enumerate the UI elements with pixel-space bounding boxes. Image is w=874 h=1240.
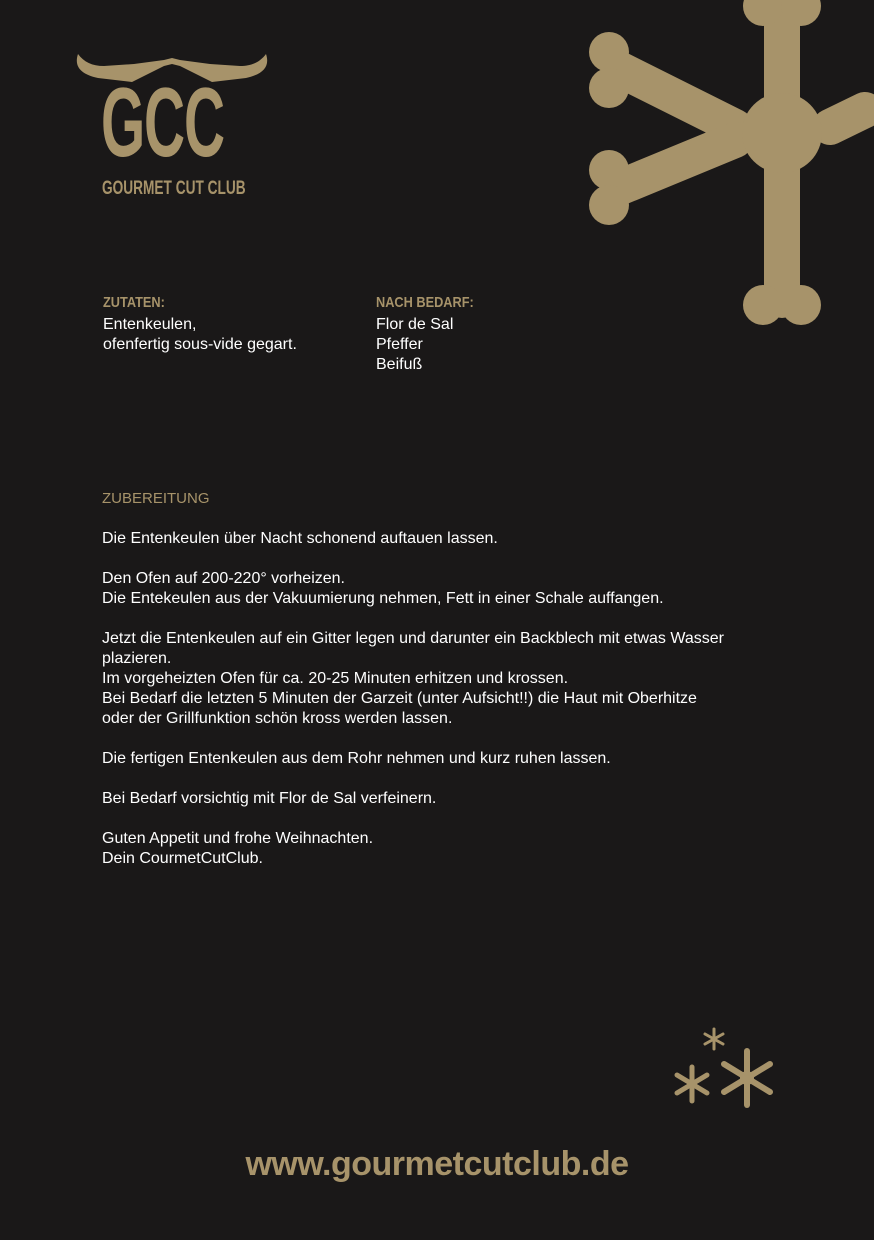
- as-needed-line: Pfeffer: [376, 336, 423, 353]
- preparation-section: [102, 489, 802, 889]
- preparation-paragraph: [102, 829, 802, 869]
- preparation-line: Guten Appetit und frohe Weihnachten.: [102, 830, 374, 847]
- ingredient-line: Entenkeulen,: [103, 316, 197, 333]
- ingredients-section: [103, 294, 297, 355]
- preparation-line: Bei Bedarf die letzten 5 Minuten der Garzeit (unter Aufsicht!!) die Haut mit Oberhitze: [102, 690, 697, 707]
- as-needed-line: Beifuß: [376, 356, 423, 373]
- as-needed-section: [376, 294, 491, 375]
- preparation-line: Im vorgeheizten Ofen für ca. 20-25 Minuten erhitzen und krossen.: [102, 670, 569, 687]
- preparation-line: Dein CourmetCutClub.: [102, 850, 263, 867]
- preparation-line: plazieren.: [102, 650, 172, 667]
- preparation-line: Die fertigen Entenkeulen aus dem Rohr nehmen und kurz ruhen lassen.: [102, 750, 611, 767]
- ingredients-title: ZUTATEN:: [103, 294, 165, 311]
- preparation-paragraph: [102, 629, 802, 729]
- preparation-paragraph: [102, 569, 802, 609]
- preparation-line: Jetzt die Entenkeulen auf ein Gitter legen und darunter ein Backblech mit etwas Wasser: [102, 630, 724, 647]
- as-needed-line: Flor de Sal: [376, 316, 454, 333]
- preparation-title: ZUBEREITUNG: [102, 490, 210, 507]
- ingredient-line: ofenfertig sous-vide gegart.: [103, 336, 297, 353]
- preparation-paragraph: [102, 529, 802, 549]
- logo-letters: GCC: [101, 67, 224, 177]
- preparation-paragraph: [102, 789, 802, 809]
- gcc-logo: [72, 52, 272, 202]
- website-url[interactable]: www.gourmetcutclub.de: [245, 1145, 629, 1183]
- preparation-line: Die Entekeulen aus der Vakuumierung nehmen, Fett in einer Schale auffangen.: [102, 590, 664, 607]
- snowflake-icon: [585, 0, 874, 330]
- preparation-paragraph: [102, 749, 802, 769]
- as-needed-title: NACH BEDARF:: [376, 294, 474, 311]
- preparation-line: oder der Grillfunktion schön kross werden lassen.: [102, 710, 453, 727]
- small-snowflakes-icon: [668, 1026, 778, 1112]
- preparation-line: Bei Bedarf vorsichtig mit Flor de Sal verfeinern.: [102, 790, 437, 807]
- preparation-line: Den Ofen auf 200-220° vorheizen.: [102, 570, 345, 587]
- preparation-line: Die Entenkeulen über Nacht schonend auftauen lassen.: [102, 530, 498, 547]
- logo-subtitle: GOURMET CUT CLUB: [102, 178, 246, 199]
